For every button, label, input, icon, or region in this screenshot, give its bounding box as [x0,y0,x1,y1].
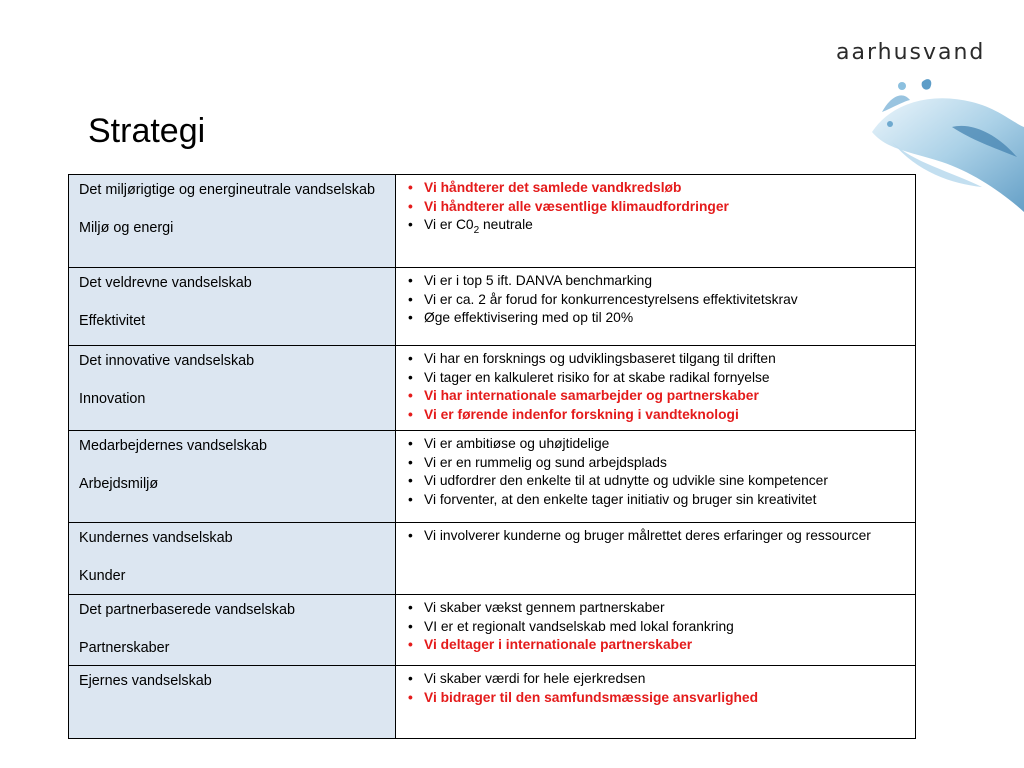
point-text: Vi håndterer det samlede vandkredsløb [424,180,682,195]
point-item [406,636,909,655]
point-text: VI er et regionalt vandselskab med lokal forankring [424,618,734,634]
point-text: Vi er ambitiøse og uhøjtidelige [424,436,610,451]
area-short-label: Partnerskaber [79,640,170,656]
point-text: Øge effektivisering med op til 20% [424,310,634,325]
point-text: Vi har en forsknings og udviklingsbaseret tilgang til driften [424,351,776,366]
company-logo-text: aarhusvand [836,40,986,65]
area-cell [69,595,396,666]
point-item [406,491,909,510]
point-item [406,179,909,198]
points-cell [396,431,916,523]
area-name: Medarbejdernes vandselskab [79,438,267,454]
points-list [406,599,909,655]
point-item [406,454,909,473]
area-name: Kundernes vandselskab [79,530,233,546]
points-cell [396,666,916,739]
point-subscript: 2 [473,224,480,236]
area-cell [69,175,396,268]
points-cell [396,175,916,268]
point-item [406,387,909,406]
strategy-row [69,431,916,523]
point-text: Vi er ca. 2 år forud for konkurrencestyrelsens effektivitetskrav [424,291,798,307]
point-text: Vi involverer kunderne og bruger målrettet deres erfaringer og ressourcer [424,528,871,543]
point-text: Vi udfordrer den enkelte til at udnytte og udvikle sine kompetencer [424,473,828,488]
strategy-table [68,174,916,739]
point-item [406,350,909,369]
points-list [406,435,909,509]
point-item [406,216,909,240]
area-name: Det partnerbaserede vandselskab [79,602,295,618]
point-item [406,527,909,546]
point-text: Vi er en rummelig og sund arbejdsplads [424,454,667,470]
point-text: Vi har internationale samarbejder og partnerskaber [424,388,759,403]
point-text: Vi bidrager til den samfundsmæssige ansvarlighed [424,689,759,705]
points-cell [396,268,916,346]
points-cell [396,523,916,595]
slide-title: Strategi [88,112,206,150]
point-item [406,689,909,708]
area-short-label: Innovation [79,391,146,407]
points-list [406,272,909,328]
strategy-row [69,268,916,346]
point-text: Vi er førende indenfor forskning i vandteknologi [424,406,739,422]
area-cell [69,268,396,346]
point-text: Vi skaber værdi for hele ejerkredsen [424,671,646,686]
area-cell [69,523,396,595]
point-item [406,309,909,328]
point-item [406,406,909,425]
point-text: Vi forventer, at den enkelte tager initiativ og bruger sin kreativitet [424,491,817,507]
point-item [406,291,909,310]
area-name: Det veldrevne vandselskab [79,275,252,291]
area-name: Det miljørigtige og energineutrale vandselskab [79,182,375,198]
points-cell [396,346,916,431]
area-short-label: Effektivitet [79,313,146,329]
points-cell [396,595,916,666]
strategy-row [69,175,916,268]
point-item [406,599,909,618]
strategy-row [69,523,916,595]
points-list [406,670,909,707]
point-text-after: neutrale [479,217,533,232]
area-cell [69,666,396,739]
point-text: Vi tager en kalkuleret risiko for at skabe radikal fornyelse [424,369,770,385]
point-item [406,435,909,454]
point-item [406,618,909,637]
strategy-row [69,346,916,431]
area-cell [69,431,396,523]
point-item [406,369,909,388]
point-text: Vi skaber vækst gennem partnerskaber [424,600,665,615]
point-item [406,272,909,291]
point-item [406,198,909,217]
point-text: Vi håndterer alle væsentlige klimaudfordringer [424,198,729,214]
area-name: Ejernes vandselskab [79,673,212,689]
area-short-label: Kunder [79,568,126,584]
strategy-row [69,595,916,666]
point-item [406,472,909,491]
area-name: Det innovative vandselskab [79,353,255,369]
area-short-label: Miljø og energi [79,220,174,236]
area-short-label: Arbejdsmiljø [79,476,159,492]
points-list [406,350,909,424]
point-item [406,670,909,689]
point-text: Vi deltager i internationale partnerskaber [424,637,693,652]
points-list [406,527,909,546]
point-text: Vi er i top 5 ift. DANVA benchmarking [424,273,653,288]
points-list [406,179,909,240]
strategy-row [69,666,916,739]
area-cell [69,346,396,431]
point-text: Vi er C0 [424,217,474,232]
